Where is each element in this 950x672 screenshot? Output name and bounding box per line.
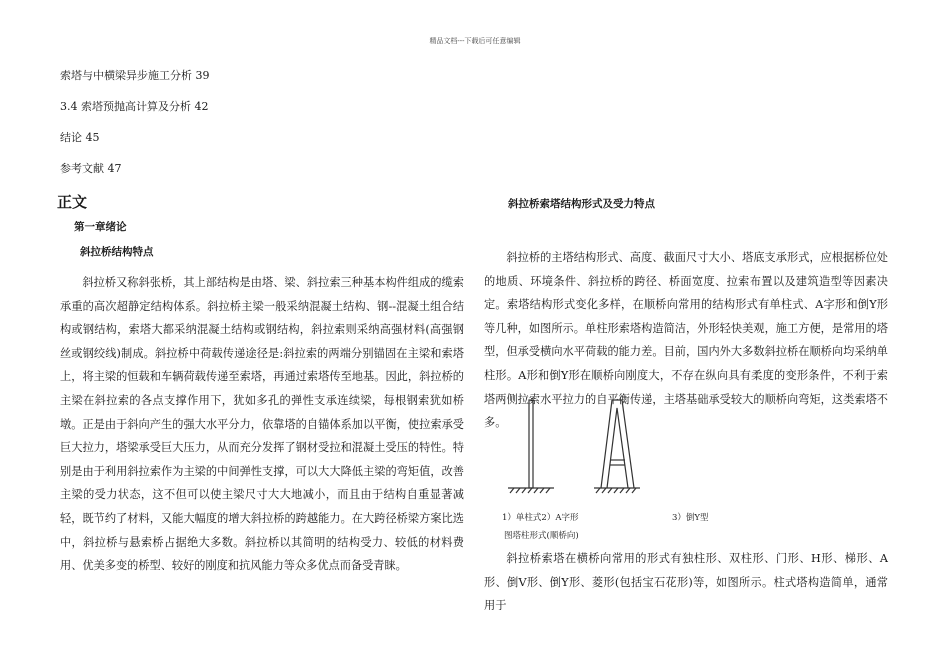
a-shaped-tower-drawing — [594, 400, 640, 493]
left-subheading: 斜拉桥结构特点 — [80, 246, 154, 258]
chapter-title: 第一章绪论 — [74, 221, 127, 233]
right-subheading: 斜拉桥索塔结构形式及受力特点 — [508, 198, 655, 210]
figure-caption-right: 3）倒Y型 — [672, 513, 709, 523]
toc-entry: 参考文献 47 — [60, 162, 122, 175]
right-body-paragraph-2: 斜拉桥索塔在横桥向常用的形式有独柱形、双柱形、门形、H形、梯形、A形、倒V形、倒Y形、菱形(包括宝石花形)等，如图所示。柱式塔构造简单，通常用于 — [484, 552, 888, 613]
right-body-paragraph-1: 斜拉桥的主塔结构形式、高度、截面尺寸大小、塔底支承形式，应根据桥位处的地质、环境条件、斜拉桥的跨径、桥面宽度、拉索布置以及建筑造型等因素决定。索塔结构形式变化多样，在顺桥向常用的结构形式有单柱式、A字形和倒Y形等几种，如图所示。单柱形索塔构造简洁，外形轻快美观，施工方便，是常用的塔型，但承受横向水平荷载的能力差。目前，国内外大多数斜拉桥在顺桥向均采纳单柱形。A形和倒Y形在顺桥向刚度大，不存在纵向具有柔度的变形条件，不利于索塔两侧拉索水平拉力的自平衡传递，主塔基础承受较大的顺桥向弯矩，这类索塔不多。 — [484, 251, 888, 430]
section-title: 正文 — [57, 193, 88, 211]
toc-entry: 索塔与中横梁异步施工分析 39 — [60, 69, 210, 82]
figure-title: 图塔柱形式(顺桥向) — [504, 531, 579, 541]
single-column-tower-drawing — [508, 400, 554, 493]
toc-entry: 3.4 索塔预抛高计算及分析 42 — [60, 100, 209, 113]
toc-entry: 结论 45 — [60, 131, 100, 144]
tower-forms-figure — [500, 396, 700, 494]
left-body-paragraph: 斜拉桥又称斜张桥，其上部结构是由塔、梁、斜拉索三种基本构件组成的缆索承重的高次超静定结构体系。斜拉桥主梁一般采纳混凝土结构、钢--混凝土组合结构或钢结构，索塔大都采纳混凝土结构或钢结构，斜拉索则采纳高强材料(高强钢丝或钢绞线)制成。斜拉桥中荷载传递途径是:斜拉索的两端分别锚固在主梁和索塔上，将主梁的恒载和车辆荷载传递至索塔，再通过索塔传至地基。因此，斜拉桥的主梁在斜拉索的各点支撑作用下，犹如多孔的弹性支承连续梁，每根钢索犹如桥墩。正是由于斜向产生的强大水平分力，依靠塔的自锚体系加以平衡，使拉索承受巨大拉力，塔梁承受巨大压力，从而充分发挥了钢材受拉和混凝土受压的特性。特别是由于利用斜拉索作为主梁的中间弹性支撑，可以大大降低主梁的弯矩值，改善主梁的受力状态，这不但可以使主梁尺寸大大地减小，而且由于结构自重显著减轻，既节约了材料，又能大幅度的增大斜拉桥的跨越能力。在大跨径桥梁方案比选中，斜拉桥与悬索桥占据绝大多数。斜拉桥以其简明的结构受力、较低的材料费用、优美多变的桥型、较好的刚度和抗风能力等众多优点而备受青睐。 — [60, 276, 464, 573]
page-header-note: 精品文档---下载后可任意编辑 — [429, 37, 521, 45]
figure-caption-left: 1）单柱式2）A字形 — [502, 513, 579, 523]
